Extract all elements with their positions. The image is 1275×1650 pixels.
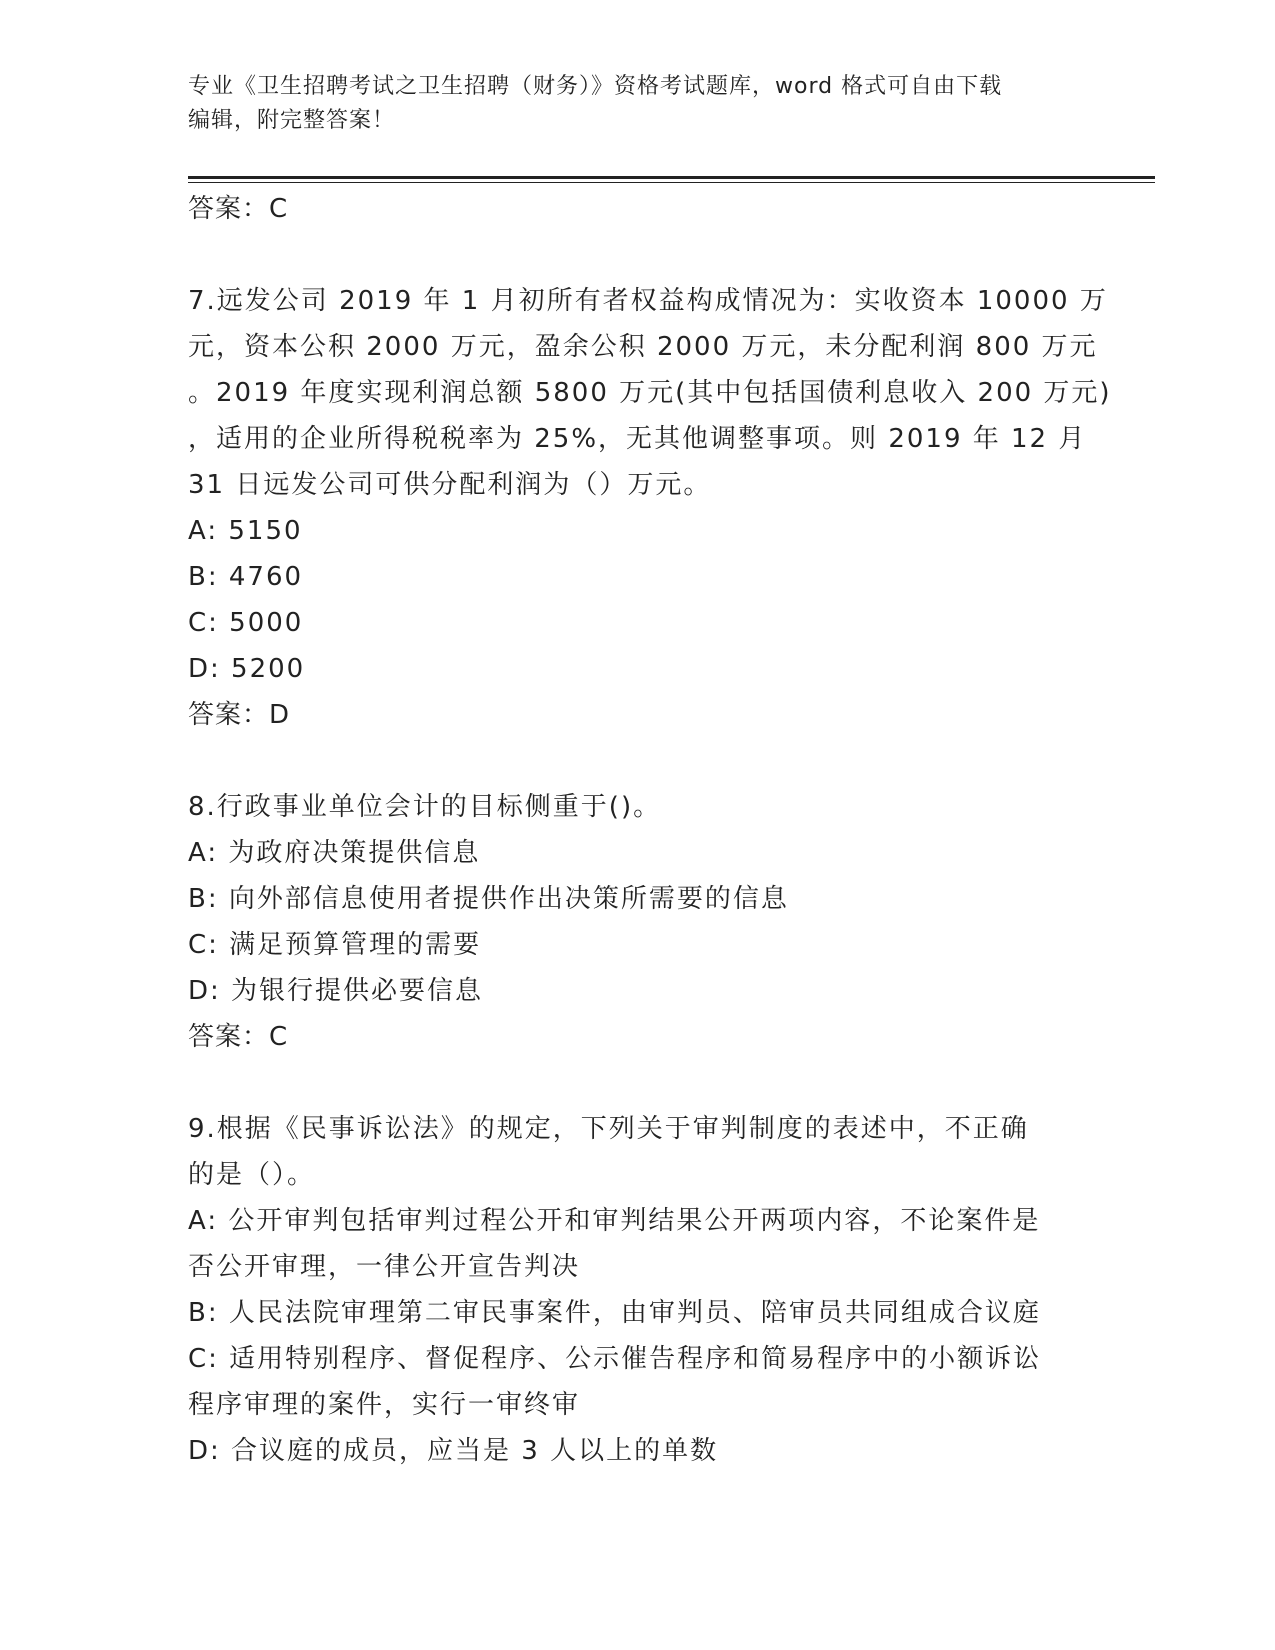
option-d: D: 为银行提供必要信息 [188,976,484,1006]
header-line-1: 专业《卫生招聘考试之卫生招聘（财务）》资格考试题库，word 格式可自由下载 [188,74,1003,99]
question-text-line: 9.根据《民事诉讼法》的规定，下列关于审判制度的表述中，不正确 [188,1114,1029,1144]
option-a: A: 5150 [188,516,303,546]
question-text-line: 8.行政事业单位会计的目标侧重于()。 [188,792,662,822]
previous-answer: 答案：C [188,194,289,224]
question-content [188,186,1112,1474]
question-text-line: 的是（）。 [188,1160,316,1190]
option-b: B: 向外部信息使用者提供作出决策所需要的信息 [188,884,789,914]
question-text-line: 元，资本公积 2000 万元，盈余公积 2000 万元，未分配利润 800 万元 [188,332,1098,362]
question-text-line: 31 日远发公司可供分配利润为（）万元。 [188,470,712,500]
option-c: C: 满足预算管理的需要 [188,930,482,960]
option-b: B: 人民法院审理第二审民事案件，由审判员、陪审员共同组成合议庭 [188,1298,1041,1328]
header-divider-thin [188,182,1155,183]
option-c-continued: 程序审理的案件，实行一审终审 [188,1390,581,1420]
question-9 [188,1106,1088,1474]
spacer [188,738,1088,784]
question-text-line: ，适用的企业所得税税率为 25%，无其他调整事项。则 2019 年 12 月 [188,424,1087,454]
option-a: A: 为政府决策提供信息 [188,838,481,868]
spacer [188,232,1088,278]
answer: 答案：D [188,700,291,730]
option-b: B: 4760 [188,562,304,592]
option-d: D: 合议庭的成员，应当是 3 人以上的单数 [188,1436,719,1466]
question-8 [188,784,1088,1060]
answer: 答案：C [188,1022,289,1052]
option-c: C: 5000 [188,608,304,638]
document-header [188,70,1068,138]
question-text-line: 7.远发公司 2019 年 1 月初所有者权益构成情况为：实收资本 10000 万 [188,286,1108,316]
spacer [188,1060,1088,1106]
option-a: A: 公开审判包括审判过程公开和审判结果公开两项内容，不论案件是 [188,1206,1041,1236]
option-d: D: 5200 [188,654,306,684]
header-line-2: 编辑，附完整答案！ [188,108,396,133]
question-7 [188,278,1112,738]
header-divider-thick [188,176,1155,179]
option-c: C: 适用特别程序、督促程序、公示催告程序和简易程序中的小额诉讼 [188,1344,1042,1374]
option-a-continued: 否公开审理，一律公开宣告判决 [188,1252,581,1282]
question-text-line: 。2019 年度实现利润总额 5800 万元(其中包括国债利息收入 200 万元) [188,378,1112,408]
